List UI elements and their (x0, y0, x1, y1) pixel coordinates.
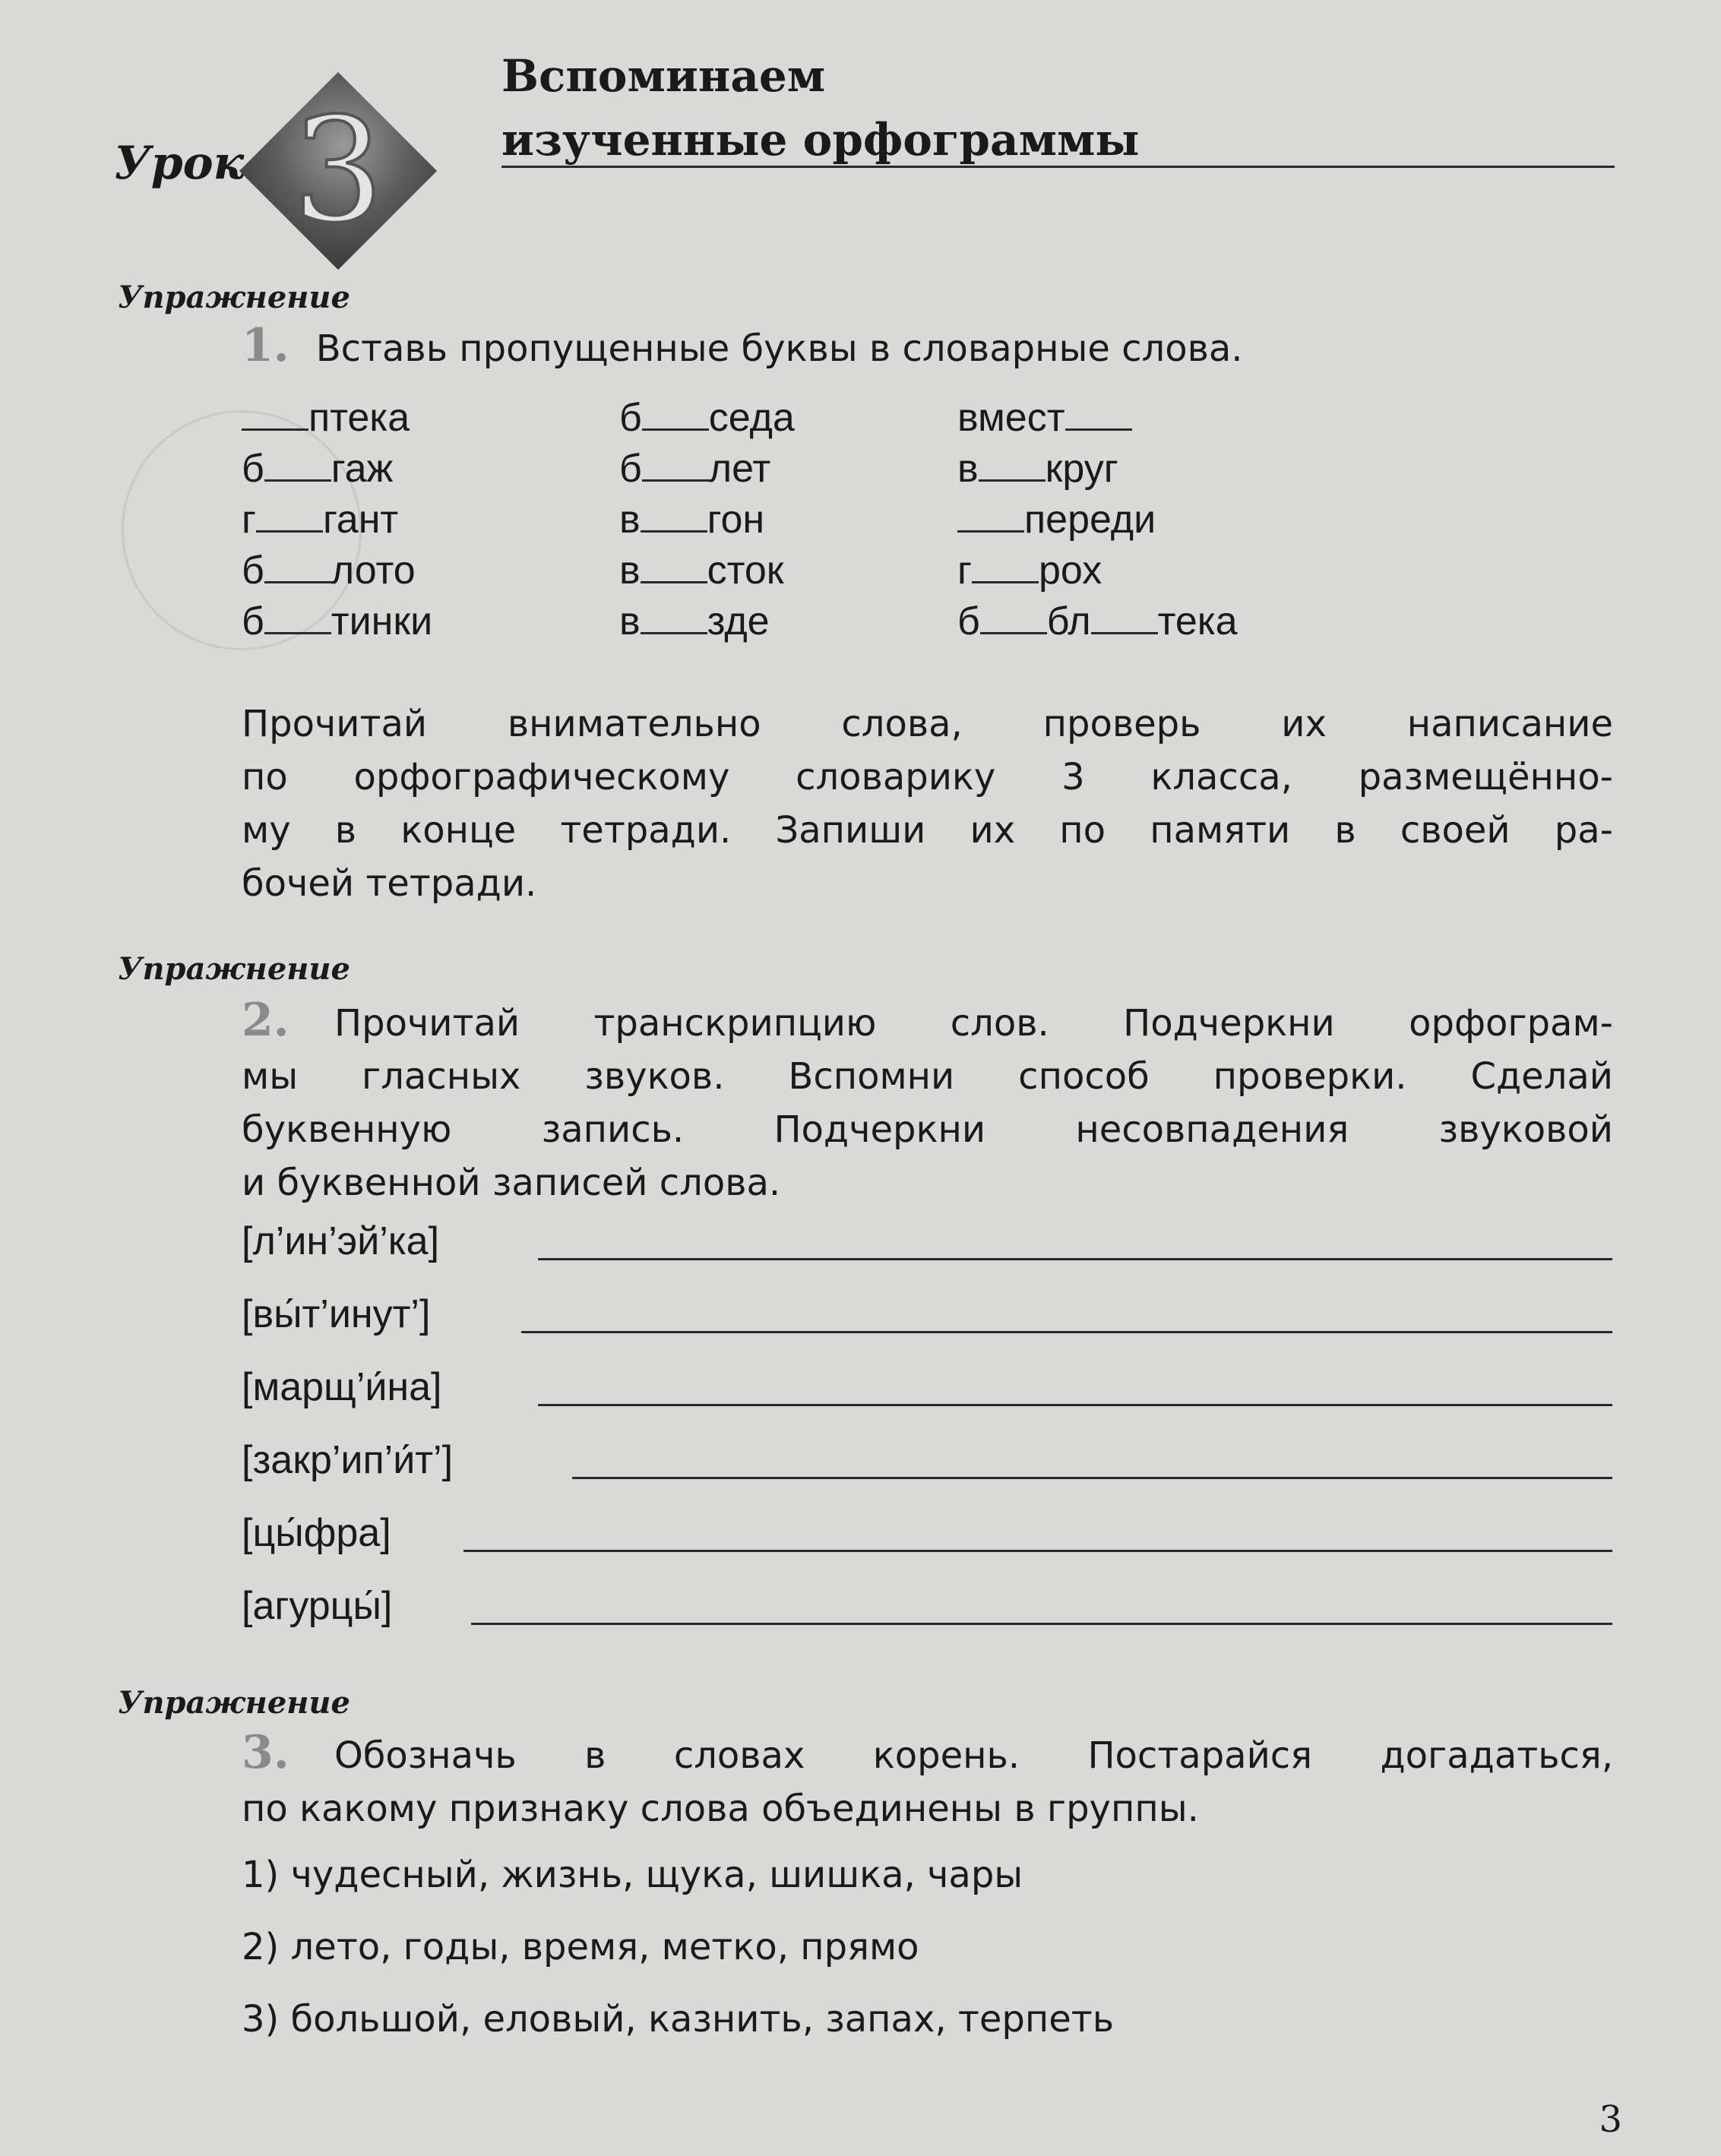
fill-in-word (957, 548, 1102, 593)
para-line: Прочитай внимательно слова, проверь их написание (242, 703, 1613, 745)
page-number: 3 (1599, 2098, 1622, 2141)
word-fragment: круг (1045, 447, 1118, 491)
letter-blank[interactable] (641, 599, 707, 634)
word-fragment: гаж (331, 447, 394, 491)
word-fragment: б (242, 599, 264, 643)
para-line: му в конце тетради. Запиши их по памяти в своей ра- (242, 809, 1613, 852)
letter-blank[interactable] (264, 446, 331, 482)
word-fragment: сток (707, 548, 784, 593)
lesson-title (501, 44, 1139, 172)
letter-blank[interactable] (979, 446, 1046, 482)
fill-in-word (242, 599, 432, 644)
exercise-3-number: 3. (242, 1726, 289, 1779)
word-fragment: тека (1157, 599, 1238, 643)
exercise-2-number-wrap (242, 994, 289, 1047)
word-fragment: бл (1046, 599, 1091, 643)
exercise-1-number: 1. (242, 319, 289, 372)
lesson-word: Урок (114, 137, 245, 190)
para-line: Прочитай транскрипцию слов. Подчеркни орфограм- (334, 1002, 1613, 1045)
letter-blank[interactable] (957, 497, 1024, 533)
fill-in-word (619, 599, 770, 644)
word-fragment: птека (308, 396, 410, 440)
exercise-2-task-first (334, 997, 1613, 1050)
title-line-2: изученные орфограммы (501, 114, 1140, 166)
group-1: 1) чудесный, жизнь, щука, шишка, чары (242, 1854, 1023, 1896)
letter-blank[interactable] (642, 446, 709, 482)
transcription: [закр’ип’и́т’] (242, 1438, 454, 1482)
letter-blank[interactable] (256, 497, 323, 533)
word-fragment: тинки (331, 599, 433, 643)
fill-in-word (619, 446, 770, 492)
word-fragment: переди (1024, 498, 1156, 542)
word-fragment: в (619, 498, 641, 542)
exercise-3-number-wrap (242, 1726, 289, 1779)
answer-line[interactable] (572, 1477, 1612, 1479)
letter-blank[interactable] (972, 548, 1039, 583)
group-2: 2) лето, годы, время, метко, прямо (242, 1926, 919, 1968)
letter-blank[interactable] (264, 548, 331, 583)
transcription: [л’ин’эй’ка] (242, 1219, 440, 1263)
fill-in-word (957, 446, 1118, 492)
letter-blank[interactable] (642, 395, 709, 431)
word-fragment: зде (707, 599, 770, 643)
exercise-2-label: Упражнение (118, 951, 350, 987)
letter-blank[interactable] (242, 395, 308, 431)
letter-blank[interactable] (980, 599, 1047, 634)
title-line-1: Вспоминаем (501, 50, 826, 102)
para-line: буквенную запись. Подчеркни несовпадения звуковой (242, 1108, 1613, 1151)
word-fragment: гант (322, 498, 399, 542)
exercise-2-task-rest (242, 1050, 1613, 1209)
word-fragment: б (242, 548, 264, 593)
transcription: [вы́т’инут’] (242, 1292, 431, 1336)
word-fragment: лото (331, 548, 416, 593)
fill-in-word (619, 395, 795, 441)
transcription: [агурцы́] (242, 1584, 393, 1628)
fill-in-word (957, 599, 1238, 644)
word-fragment: гон (707, 498, 765, 542)
para-line: по орфографическому словарику 3 класса, размещённо- (242, 756, 1613, 798)
word-fragment: в (619, 548, 641, 593)
word-fragment: вмест (957, 396, 1065, 440)
word-fragment: г (242, 498, 256, 542)
letter-blank[interactable] (641, 548, 707, 583)
word-fragment: лет (708, 447, 771, 491)
word-fragment: г (957, 548, 972, 593)
fill-in-word (242, 548, 416, 593)
word-fragment: б (619, 396, 642, 440)
group-3: 3) большой, еловый, казнить, запах, терпеть (242, 1998, 1114, 2041)
fill-in-word (242, 395, 410, 441)
letter-blank[interactable] (1065, 395, 1132, 431)
exercise-3-task-first (334, 1729, 1613, 1782)
transcription: [цы́фра] (242, 1511, 391, 1555)
transcription: [марщ’и́на] (242, 1365, 442, 1409)
fill-in-word (242, 446, 393, 492)
letter-blank[interactable] (264, 599, 331, 634)
fill-in-word (619, 497, 764, 542)
para-line: Обозначь в словах корень. Постарайся догадаться, (334, 1734, 1613, 1777)
lesson-number: 3 (292, 87, 384, 254)
exercise-1-label: Упражнение (118, 280, 350, 315)
answer-line[interactable] (463, 1550, 1612, 1552)
word-fragment: в (957, 447, 979, 491)
word-fragment: рох (1038, 548, 1103, 593)
word-fragment: б (619, 447, 642, 491)
fill-in-word (957, 497, 1156, 542)
exercise-2-number: 2. (242, 994, 289, 1047)
para-line: по какому признаку слова объединены в группы. (242, 1788, 1199, 1830)
exercise-1-paragraph-cont (242, 751, 1613, 910)
lesson-number-badge (239, 72, 437, 270)
exercise-1-text: Вставь пропущенные буквы в словарные слова. (315, 327, 1243, 370)
fill-in-word (619, 548, 784, 593)
para-line: мы гласных звуков. Вспомни способ проверки. Сделай (242, 1055, 1613, 1098)
word-fragment: б (957, 599, 980, 643)
para-line: бочей тетради. (242, 862, 537, 905)
word-fragment: в (619, 599, 641, 643)
fill-in-word (957, 395, 1132, 441)
exercise-1-paragraph (242, 697, 1613, 751)
title-underline (501, 166, 1615, 168)
word-fragment: седа (708, 396, 795, 440)
answer-line[interactable] (538, 1404, 1612, 1406)
exercise-3-task-rest (242, 1782, 1613, 1835)
letter-blank[interactable] (1091, 599, 1158, 634)
word-fragment: б (242, 447, 264, 491)
answer-line[interactable] (538, 1258, 1612, 1260)
para-line: и буквенной записей слова. (242, 1162, 781, 1204)
exercise-1-task (242, 319, 1243, 372)
fill-in-word (242, 497, 398, 542)
letter-blank[interactable] (641, 497, 707, 533)
answer-line[interactable] (471, 1623, 1612, 1625)
answer-line[interactable] (521, 1331, 1612, 1333)
exercise-3-label: Упражнение (118, 1685, 350, 1721)
